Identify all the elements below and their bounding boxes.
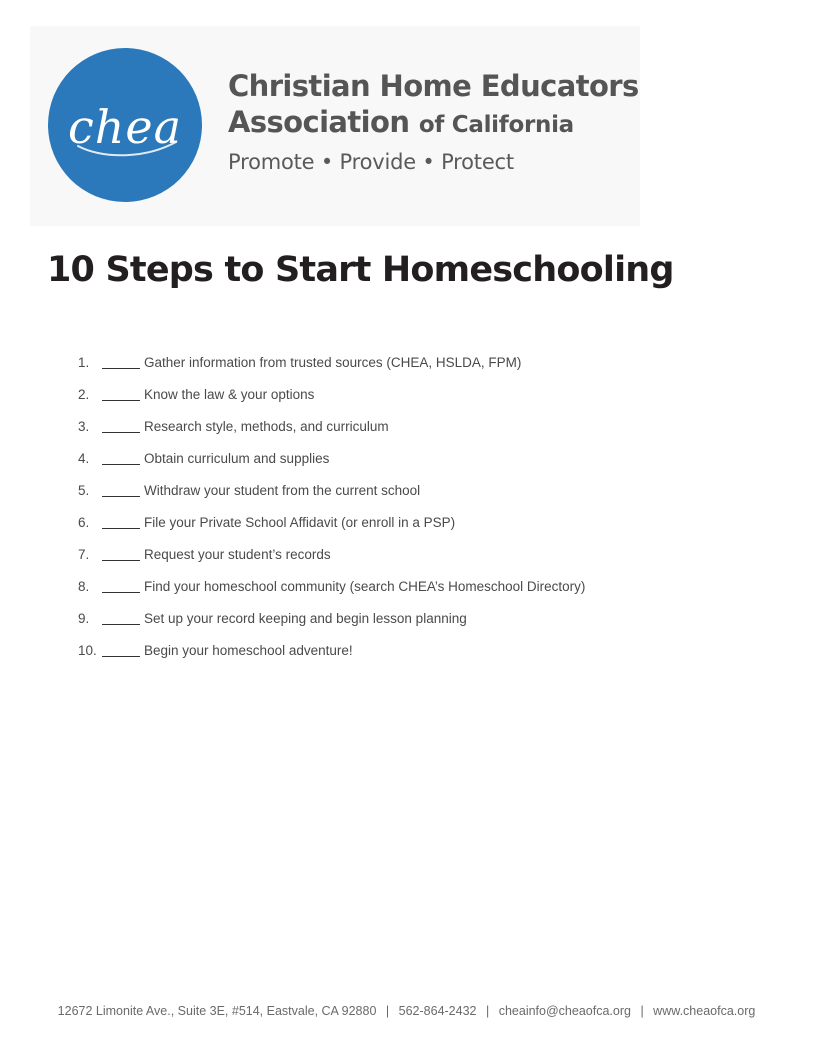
org-name-line-2 xyxy=(228,104,639,143)
step-item xyxy=(78,474,585,506)
step-text: Set up your record keeping and begin lesson planning xyxy=(144,610,467,626)
step-number: 4. xyxy=(78,450,90,466)
footer-website: www.cheaofca.org xyxy=(653,1004,756,1018)
checkbox-blank-line xyxy=(102,355,140,369)
checkbox-blank-line xyxy=(102,643,140,657)
step-item xyxy=(78,410,585,442)
footer-email: cheainfo@cheaofca.org xyxy=(498,1004,631,1018)
step-item xyxy=(78,346,585,378)
step-text: File your Private School Affidavit (or enroll in a PSP) xyxy=(144,514,456,530)
step-text: Request your student’s records xyxy=(144,546,331,562)
footer-contact xyxy=(0,1004,813,1018)
footer-separator: | xyxy=(640,1004,644,1018)
step-number: 2. xyxy=(78,386,90,402)
steps-list xyxy=(78,346,585,666)
page-title: 10 Steps to Start Homeschooling xyxy=(47,250,674,290)
step-number: 7. xyxy=(78,546,90,562)
step-number: 3. xyxy=(78,418,90,434)
footer-separator: | xyxy=(385,1004,390,1018)
organization-name xyxy=(228,68,639,143)
step-number: 5. xyxy=(78,482,90,498)
step-text: Gather information from trusted sources (CHEA, HSLDA, FPM) xyxy=(144,354,522,370)
step-text: Research style, methods, and curriculum xyxy=(144,418,389,434)
step-number: 9. xyxy=(78,610,90,626)
checkbox-blank-line xyxy=(102,483,140,497)
step-number: 6. xyxy=(78,514,90,530)
step-number: 1. xyxy=(78,354,90,370)
step-text: Find your homeschool community (search CHEA’s Homeschool Directory) xyxy=(144,578,586,594)
footer-phone: 562-864-2432 xyxy=(398,1004,477,1018)
step-item xyxy=(78,570,585,602)
checkbox-blank-line xyxy=(102,611,140,625)
checkbox-blank-line xyxy=(102,547,140,561)
org-name-of-california: of California xyxy=(418,112,574,138)
footer-address: 12672 Limonite Ave., Suite 3E, #514, Eastvale, CA 92880 xyxy=(57,1004,377,1018)
checkbox-blank-line xyxy=(102,387,140,401)
logo-text: chea xyxy=(67,100,183,154)
checkbox-blank-line xyxy=(102,515,140,529)
step-item xyxy=(78,634,585,666)
step-item xyxy=(78,602,585,634)
checkbox-blank-line xyxy=(102,579,140,593)
chea-logo xyxy=(48,48,202,202)
checkbox-blank-line xyxy=(102,451,140,465)
step-text: Know the law & your options xyxy=(144,386,315,402)
org-name-association: Association xyxy=(228,105,410,139)
tagline: Promote • Provide • Protect xyxy=(228,150,514,174)
step-text: Begin your homeschool adventure! xyxy=(144,642,353,658)
footer-separator: | xyxy=(485,1004,490,1018)
checkbox-blank-line xyxy=(102,419,140,433)
step-number: 10. xyxy=(78,642,97,658)
step-item xyxy=(78,506,585,538)
step-item xyxy=(78,538,585,570)
org-name-line-1: Christian Home Educators xyxy=(228,69,639,103)
step-number: 8. xyxy=(78,578,90,594)
step-item xyxy=(78,378,585,410)
step-text: Obtain curriculum and supplies xyxy=(144,450,330,466)
step-item xyxy=(78,442,585,474)
step-text: Withdraw your student from the current school xyxy=(144,482,421,498)
